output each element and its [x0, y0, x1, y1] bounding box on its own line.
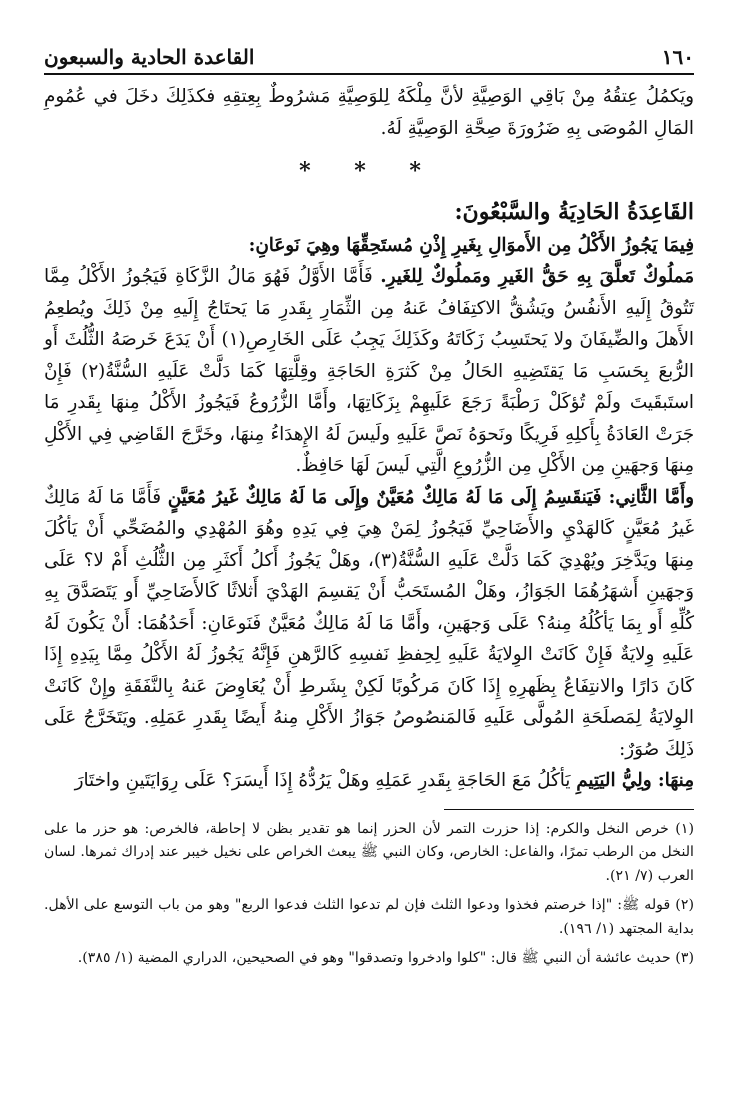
running-header: [44, 44, 694, 75]
lead-phrase: مِنهَا: ولِيُّ اليَتِيمِ: [576, 770, 694, 791]
paragraph-second-kind: [44, 482, 694, 766]
lead-phrase: مَملُوكٌ تَعلَّقَ بِهِ حَقُّ الغَيرِ ومَملُوكٌ لِلغَيرِ.: [380, 266, 694, 287]
footnote-divider: [444, 809, 694, 810]
footnote-1: (١) خرص النخل والكرم: إذا حزرت التمر لأن الحزر إنما هو تقدير بظن لا إحاطة، فالخرص: هو حزر ما على النخل من الرطب تمرًا، والفاعل: الخارص، وكان النبي ﷺ يبعث الخراص على نخيل خيبر عند إدراك ثمرها. لسان العرب (٧/ ٢١).: [44, 820, 694, 884]
footnote-3: (٣) حديث عائشة أن النبي ﷺ قال: "كلوا وادخروا وتصدقوا" وهو في الصحيحين، الدراري المضية (١/ ٣٨٥).: [77, 950, 694, 966]
main-text: [44, 81, 694, 797]
paragraph-first-kind: [44, 261, 694, 482]
section-heading: القَاعِدَةُ الحَادِيَةُ والسَّبْعُونَ:: [454, 198, 694, 225]
lead-phrase: وأَمَّا الثَّانِي: فَيَنقَسِمُ إِلَى مَا لَهُ مَالِكٌ مُعَيَّنٌ وإِلَى مَا لَهُ مَالِكٌ غَيرُ مُعَيَّنٍ: [167, 486, 694, 508]
paragraph-text: يَأكُلُ مَعَ الحَاجَةِ بِقَدرِ عَمَلِهِ وهَلْ يَرُدُّهُ إِذَا أَيسَرَ؟ عَلَى رِوَايَتَينِ واختَارَ: [74, 770, 577, 791]
paragraph-text: فَأَمَّا مَا لَهُ مَالِكٌ غَيرُ مُعَيَّنٍ كَالهَدْيِ والأَضَاحِيِّ فَيَجُوزُ لِمَنْ هِيَ فِي يَدِهِ وهُوَ المُهْدِي والمُضَحِّي أَنْ يَأكُلَ مِنهَا ويَدَّخِرَ ويُهْدِيَ كَمَا دَلَّتْ عَلَيهِ السُّنَّةُ(٣)، وهَلْ يَجُوزُ أَكلُ أَكثَرِ مِن الثُّلُثِ أَمْ لا؟ عَلَى وَجهَينِ أَشهَرُهُمَا الجَوَازُ، وهَلْ المُستَحَبُّ أَنْ يَقسِمَ الهَدْيَ أَثلاثًا كَالأَضَاحِيِّ أَو يَتَصَدَّقَ بِهِ كُلِّهِ أَو بِمَا يَأكُلُهُ مِنهُ؟ عَلَى وَجهَينِ، وأَمَّا مَا لَهُ مَالِكٌ مُعَيَّنٌ فَنَوعَانِ: أَحَدُهُمَا: أَنْ يَكُونَ لَهُ عَلَيهِ وِلايَةٌ فَإِنْ كَانَتْ الوِلايَةُ عَلَيهِ لِحِفظِ نَفسِهِ كَالرَّهنِ فَإِنَّهُ يَجُوزُ لَهُ الأَكْلُ مِمَّا بِيَدِهِ إِذَا كَانَ دَارًا والانتِفَاعُ بِظَهرِهِ إِذَا كَانَ مَركُوبًا لَكِنْ بِشَرطِ أَنْ يُعَاوِضَ عَنهُ بِالنَّفَقَةِ وإِنْ كَانَتْ الوِلايَةُ لِمَصلَحَةِ المُولَّى عَلَيهِ فَالمَنصُوصُ جَوَازُ الأَكْلِ مِنهُ أَيضًا بِقَدرِ عَمَلِهِ. ويَتَخَرَّجُ عَلَى ذَلِكَ صُوَرٌ:: [44, 486, 694, 760]
footnotes: [44, 818, 694, 971]
section-separator: * * *: [299, 158, 439, 184]
footnote-2: (٢) قوله ﷺ: "إذا خرصتم فخذوا ودعوا الثلث فإن لم تدعوا الثلث فدعوا الربع" وهو من باب التوسع على الأهل. بداية المجتهد (١/ ١٩٦).: [44, 897, 694, 937]
section-subheading: فِيمَا يَجُوزُ الأَكْلُ مِن الأَموَالِ بِغَيرِ إِذْنِ مُستَحِقِّهَا وهِيَ نَوعَانِ:: [248, 234, 694, 256]
page-number: ١٦٠: [661, 45, 694, 69]
intro-paragraph: ويَكمُلُ عِتقُهُ مِنْ بَاقِي الوَصِيَّةِ لأنَّ مِلْكَهُ لِلوَصِيَّةِ مَشرُوطٌ بِعِتقِهِ فكذَلِكَ دخَلَ في عُمُومِ المَالِ المُوصَى بِهِ ضَرُورَةَ صِحَّةِ الوَصِيَّةِ لَهُ.: [44, 86, 694, 139]
paragraph-text: فَأَمَّا الأَوَّلُ فَهُوَ مَالُ الزَّكَاةِ فَيَجُوزُ الأَكْلُ مِمَّا تَتُوقُ إِلَيهِ الأَنفُسُ ويَشُقُّ الاكتِفَافُ عَنهُ مِن الثِّمَارِ بِقَدرِ مَا يَحتَاجُ إِلَيهِ مِنْ ذَلِكَ ويُطعِمُ الأَهلَ والضِّيفَانَ ولا يَحتَسِبُ زَكَاتَهُ وكَذَلِكَ يَجِبُ عَلَى الخَارِصِ(١) أَنْ يَدَعَ خَرصَهُ الثُّلُثَ أَو الرُّبعَ بِحَسَبِ مَا يَقتَضِيهِ الحَالُ مِنْ كَثرَةِ الحَاجَةِ وقِلَّتِهَا كَمَا دَلَّتْ عَلَيهِ السُّنَّةُ(٢) فَإِنْ استَبقَيتَ ولَمْ تُؤكَلْ رَطْبَةً رَجَعَ عَلَيهِمْ بِزَكَاتِهَا، وأَمَّا الزُّرُوعُ فَيَجُوزُ الأَكْلُ مِنهَا بِقَدرِ مَا جَرَتْ العَادَةُ بِأَكلِهِ فَرِيكًا ونَحوَهُ نَصَّ عَلَيهِ ولَيسَ لَهُ الإِهدَاءُ مِنهَا، وخَرَّجَ القَاضِي فِي الأَكْلِ مِنهَا وَجهَينِ مِن الأَكْلِ مِن الزُّرُوعِ الَّتِي لَيسَ لَهَا حَافِظٌ.: [44, 266, 694, 476]
paragraph-orphan-guardian: [44, 765, 694, 797]
header-title: القاعدة الحادية والسبعون: [44, 45, 255, 69]
